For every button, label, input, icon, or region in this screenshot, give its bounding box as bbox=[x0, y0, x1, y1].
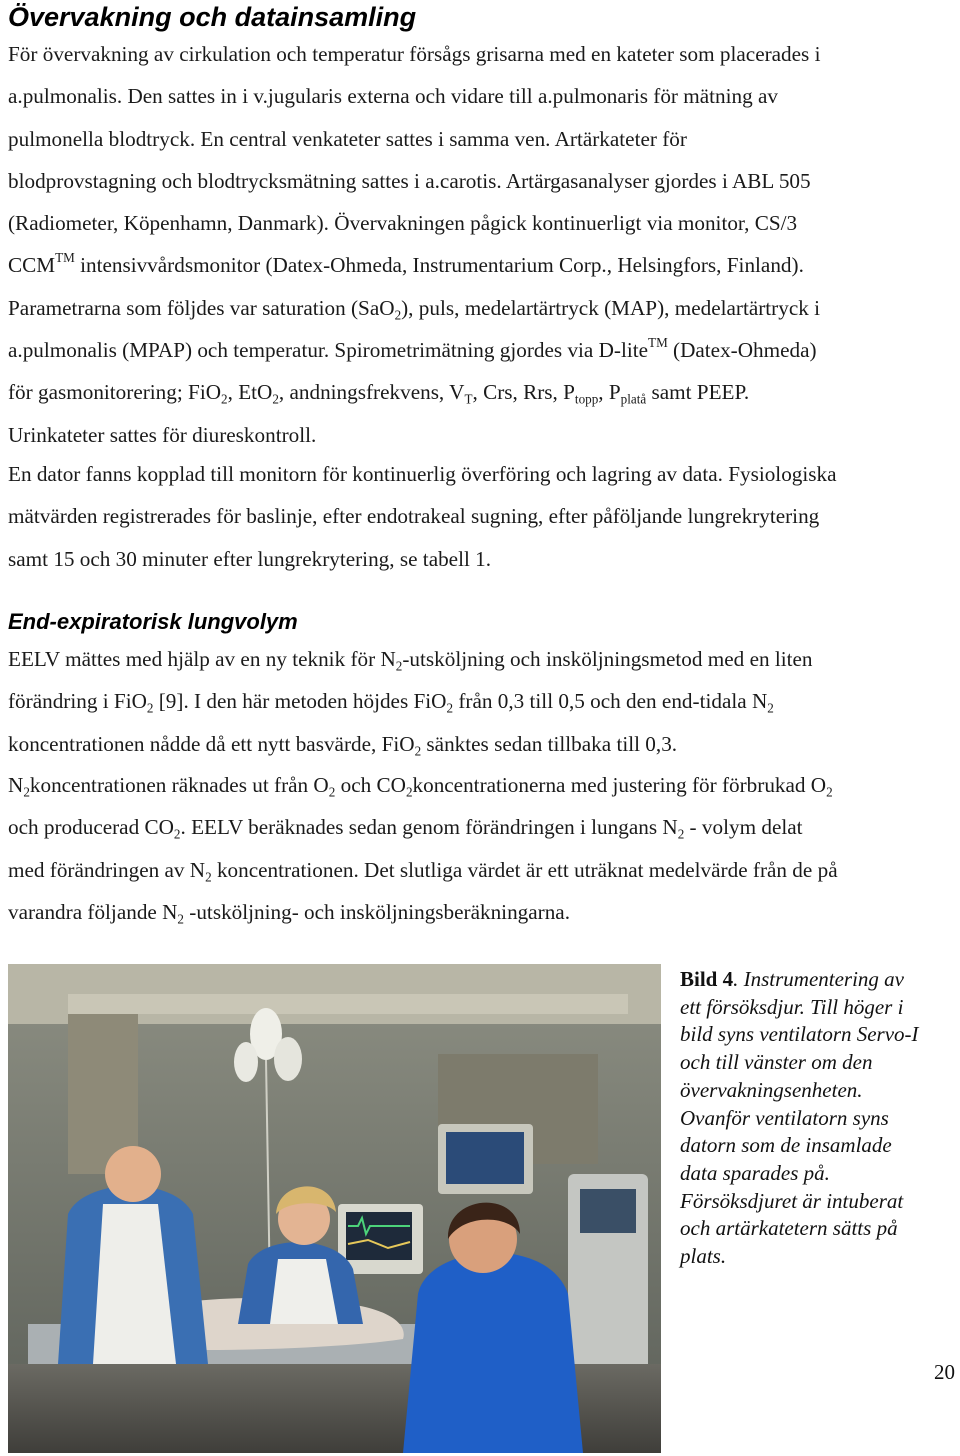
text-line: med förändringen av $N_2$ koncentrationen. Det slutliga värdet är ett uträknat medelvärde från de på bbox=[8, 857, 838, 885]
caption-line: och artärkatetern sätts på bbox=[680, 1216, 898, 1241]
section-heading-eelv: End-expiratorisk lungvolym bbox=[8, 609, 298, 634]
text-line: EELV mättes med hjälp av en ny teknik för $N_2$-utsköljning och insköljningsmetod med en liten bbox=[8, 647, 813, 674]
text-line: En dator fanns kopplad till monitorn för kontinuerlig överföring och lagring av data. Fysiologiska bbox=[8, 462, 837, 486]
text-line: $N_2koncentrationen$ räknades ut från $O_2$ och $CO_2koncentrationerna$ med justering för förbrukad $O_2$ bbox=[8, 773, 833, 800]
photo-apron-center bbox=[270, 1259, 338, 1324]
text-line: blodprovstagning och blodtrycksmätning sattes i a.carotis. Artärgasanalyser gjordes i ABL 505 bbox=[8, 168, 811, 193]
paragraph-monitoring bbox=[8, 33, 960, 456]
caption-line: plats. bbox=[680, 1244, 727, 1269]
text-line: förändring i FiO$_2$ [9]. I den här metoden höjdes FiO$_2$ från 0,3 till 0,5 och den end-tidala $N_2$ bbox=[8, 689, 774, 716]
text-line: pulmonella blodtryck. En central venkateter sattes i samma ven. Artärkateter för bbox=[8, 126, 687, 151]
photo-shelf bbox=[68, 994, 628, 1014]
paragraph-eelv-method bbox=[8, 638, 960, 765]
caption-line: data sparades på. bbox=[680, 1160, 830, 1185]
text-line: och producerad $CO_2$. EELV beräknades sedan genom förändringen i lungans $N_2$ - volym delat bbox=[8, 815, 803, 842]
page-number: 20 bbox=[934, 1360, 955, 1384]
paragraph-eelv-calculation bbox=[8, 764, 960, 933]
caption-line: datorn som de insamlade bbox=[680, 1133, 892, 1158]
text-line: varandra följande $N_2$ -utsköljning- och insköljningsberäkningarna. bbox=[8, 899, 571, 927]
photo-head-left bbox=[105, 1146, 161, 1202]
text-line: mätvärden registrerades för baslinje, efter endotrakeal sugning, efter påföljande lungrekrytering bbox=[8, 504, 820, 529]
caption-line: övervakningsenheten. bbox=[680, 1077, 863, 1102]
photo-ventilator-screen bbox=[580, 1189, 636, 1233]
text-line: CCM™ intensivvårdsmonitor (Datex-Ohmeda, Instrumentarium Corp., Helsingfors, Finland). bbox=[8, 250, 804, 278]
caption-line: . Instrumentering av bbox=[733, 967, 905, 991]
text-line: samt 15 och 30 minuter efter lungrekrytering, se tabell 1. bbox=[8, 546, 492, 571]
caption-line: och till vänster om den bbox=[680, 1050, 873, 1075]
photo-computer-screen bbox=[446, 1132, 524, 1184]
text-line: a.pulmonalis (MPAP) och temperatur. Spirometrimätning gjordes via D-lite™ (Datex-Ohmeda) bbox=[8, 335, 817, 363]
caption-line: Försöksdjuret är intuberat bbox=[680, 1188, 904, 1213]
paragraph-data-logging bbox=[8, 453, 960, 580]
text-line: Parametrarna som följdes var saturation (SaO$_2$), puls, medelartärtryck (MAP), medelartärtryck i bbox=[8, 295, 821, 323]
caption-line: bild syns ventilatorn Servo-I bbox=[680, 1022, 919, 1047]
section-heading-monitoring: Övervakning och datainsamling bbox=[8, 2, 417, 32]
figure-caption bbox=[680, 966, 958, 1271]
photo-monitor-screen bbox=[346, 1212, 412, 1260]
figure-label: Bild 4 bbox=[680, 967, 734, 991]
text-line: För övervakning av cirkulation och temperatur försågs grisarna med en kateter som placerades i bbox=[8, 42, 821, 66]
photo-iv-bag bbox=[234, 1042, 258, 1082]
lab-photo bbox=[8, 964, 661, 1453]
photo-person-right bbox=[403, 1253, 583, 1453]
text-line: för gasmonitorering; FiO$_2$, EtO$_2$, andningsfrekvens, $V_T$, Crs, Rrs, $P_{topp}$, $P_{platå}$ samt PEEP. bbox=[8, 380, 750, 407]
text-line: a.pulmonalis. Den sattes in i v.jugularis externa och vidare till a.pulmonaris för mätning av bbox=[8, 84, 779, 109]
caption-line: Ovanför ventilatorn syns bbox=[680, 1105, 889, 1130]
text-line: (Radiometer, Köpenhamn, Danmark). Övervakningen pågick kontinuerligt via monitor, CS/3 bbox=[8, 211, 798, 236]
caption-line: ett försöksdjur. Till höger i bbox=[680, 994, 904, 1019]
text-line: koncentrationen nådde då ett nytt basvärde, FiO$_2$ sänktes sedan tillbaka till 0,3. bbox=[8, 731, 678, 759]
photo-iv-bag bbox=[274, 1037, 302, 1081]
text-line: Urinkateter sattes för diureskontroll. bbox=[8, 422, 317, 447]
